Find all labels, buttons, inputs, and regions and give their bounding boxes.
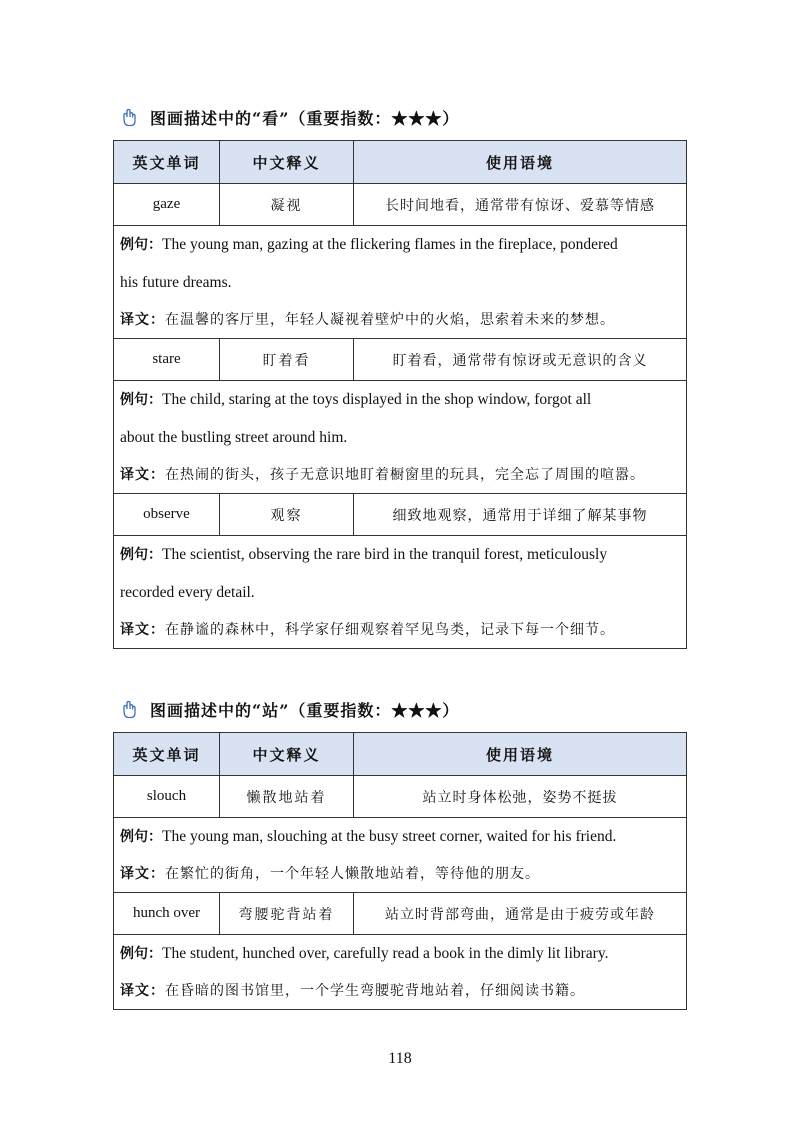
- page-number: 118: [388, 1050, 412, 1067]
- meaning-cell: 凝视: [220, 184, 354, 226]
- example-text: The student, hunched over, carefully read a book in the dimly lit library.: [162, 945, 609, 962]
- header-english-word: 英文单词: [114, 733, 220, 776]
- context-cell: 细致地观察，通常用于详细了解某事物: [354, 494, 687, 536]
- translation-line: [120, 612, 680, 648]
- translation-label: 译文：: [120, 312, 165, 328]
- example-line: [120, 226, 680, 264]
- translation-label: 译文：: [120, 866, 165, 882]
- meaning-cell: 弯腰驼背站着: [220, 893, 354, 935]
- example-label: 例句：: [120, 547, 162, 563]
- header-chinese-meaning: 中文释义: [220, 733, 354, 776]
- example-label: 例句：: [120, 237, 162, 253]
- word-cell: hunch over: [114, 893, 220, 935]
- table-row: [114, 494, 687, 536]
- pointing-hand-icon: [120, 700, 140, 720]
- example-line: recorded every detail.: [120, 584, 255, 601]
- example-line: [120, 381, 680, 419]
- translation-line: [120, 856, 680, 892]
- example-row: [114, 536, 687, 649]
- header-chinese-meaning: 中文释义: [220, 141, 354, 184]
- header-english-word: 英文单词: [114, 141, 220, 184]
- pointing-hand-icon: [120, 108, 140, 128]
- context-cell: 站立时背部弯曲，通常是由于疲劳或年龄: [354, 893, 687, 935]
- translation-text: 在温馨的客厅里，年轻人凝视着壁炉中的火焰，思索着未来的梦想。: [165, 312, 615, 328]
- word-cell: slouch: [114, 776, 220, 818]
- translation-text: 在繁忙的街角，一个年轻人懒散地站着，等待他的朋友。: [165, 866, 540, 882]
- meaning-cell: 懒散地站着: [220, 776, 354, 818]
- table-row: [114, 776, 687, 818]
- translation-label: 译文：: [120, 467, 165, 483]
- example-row: [114, 381, 687, 494]
- meaning-cell: 观察: [220, 494, 354, 536]
- example-label: 例句：: [120, 946, 162, 962]
- section-title-text: 图画描述中的“看”（重要指数：★★★）: [150, 109, 460, 128]
- translation-label: 译文：: [120, 983, 165, 999]
- example-line: about the bustling street around him.: [120, 429, 348, 446]
- section-title-look: [120, 106, 459, 129]
- example-line: [120, 536, 680, 574]
- example-text: The young man, slouching at the busy street corner, waited for his friend.: [162, 828, 617, 845]
- translation-line: [120, 457, 680, 493]
- translation-line: [120, 302, 680, 338]
- word-cell: gaze: [114, 184, 220, 226]
- example-line: [120, 818, 680, 856]
- vocab-table-look: [113, 140, 687, 649]
- table-row: [114, 893, 687, 935]
- translation-text: 在热闹的街头，孩子无意识地盯着橱窗里的玩具，完全忘了周围的喧嚣。: [165, 467, 645, 483]
- header-usage-context: 使用语境: [354, 141, 687, 184]
- example-cell: [114, 536, 687, 649]
- translation-text: 在静谧的森林中，科学家仔细观察着罕见鸟类，记录下每一个细节。: [165, 622, 615, 638]
- example-line: his future dreams.: [120, 274, 232, 291]
- context-cell: 长时间地看，通常带有惊讶、爱慕等情感: [354, 184, 687, 226]
- section-title-stand: [120, 698, 459, 721]
- example-row: [114, 935, 687, 1010]
- example-cell: [114, 226, 687, 339]
- context-cell: 站立时身体松弛，姿势不挺拔: [354, 776, 687, 818]
- translation-label: 译文：: [120, 622, 165, 638]
- example-line: [120, 935, 680, 973]
- example-text: The child, staring at the toys displayed in the shop window, forgot all: [162, 391, 592, 408]
- translation-line: [120, 973, 680, 1009]
- example-text: The scientist, observing the rare bird in the tranquil forest, meticulously: [162, 546, 608, 563]
- example-row: [114, 818, 687, 893]
- example-cell: [114, 381, 687, 494]
- word-cell: observe: [114, 494, 220, 536]
- meaning-cell: 盯着看: [220, 339, 354, 381]
- table-header-row: [114, 733, 687, 776]
- vocab-table-stand: [113, 732, 687, 1010]
- example-text: The young man, gazing at the flickering flames in the fireplace, pondered: [162, 236, 618, 253]
- translation-text: 在昏暗的图书馆里，一个学生弯腰驼背地站着，仔细阅读书籍。: [165, 983, 585, 999]
- table-row: [114, 184, 687, 226]
- context-cell: 盯着看，通常带有惊讶或无意识的含义: [354, 339, 687, 381]
- table-header-row: [114, 141, 687, 184]
- section-title-text: 图画描述中的“站”（重要指数：★★★）: [150, 701, 460, 720]
- example-row: [114, 226, 687, 339]
- table-row: [114, 339, 687, 381]
- example-label: 例句：: [120, 829, 162, 845]
- example-cell: [114, 935, 687, 1010]
- example-cell: [114, 818, 687, 893]
- example-label: 例句：: [120, 392, 162, 408]
- word-cell: stare: [114, 339, 220, 381]
- header-usage-context: 使用语境: [354, 733, 687, 776]
